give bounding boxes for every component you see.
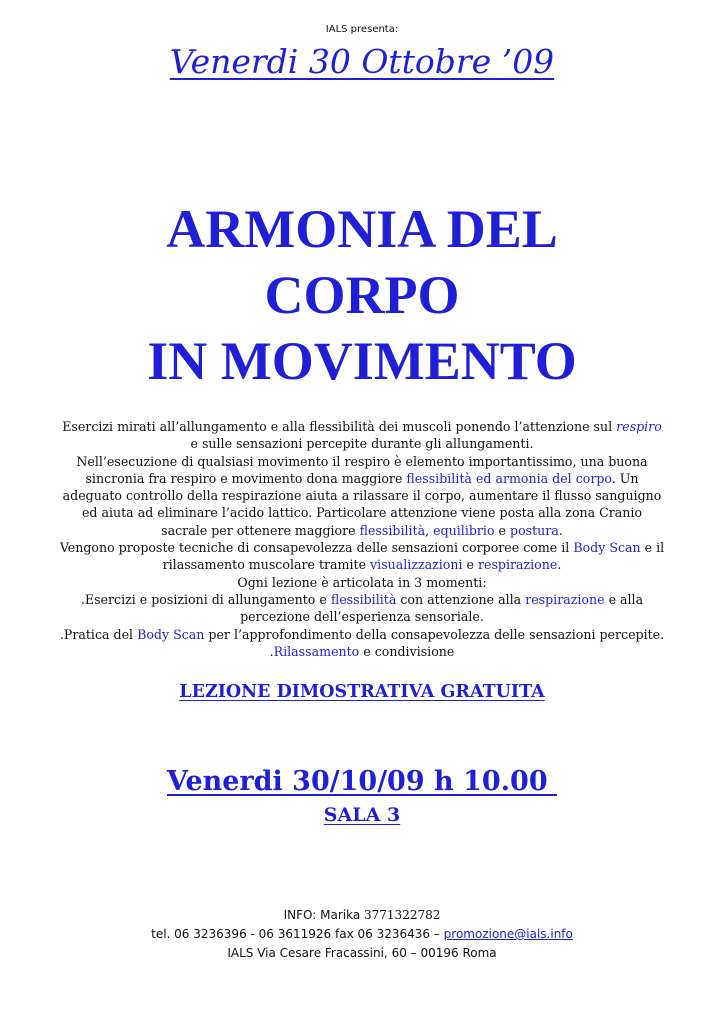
highlight-text: respirazione [525,591,605,607]
description-line [50,556,674,573]
text-run: Esercizi mirati all’allungamento e alla flessibilità dei muscoli ponendo l’attenzione sul [62,419,617,434]
text-run: sincronia fra respiro e movimento dona maggiore [85,470,407,486]
event-datetime [0,766,724,797]
highlight-text: Body Scan [573,540,641,556]
description-line: e sulle sensazioni percepite durante gli allungamenti. [190,436,534,452]
description-line: Ogni lezione è articolata in 3 momenti: [237,574,487,590]
highlight-text: flessibilità [330,591,397,607]
event-date-heading [0,42,724,81]
main-title-line-1: ARMONIA DEL [166,199,558,259]
contact-tel-line [0,925,724,944]
highlight-text: respirazione [477,557,558,573]
description-line [50,643,674,660]
highlight-text: Body Scan [137,626,205,642]
description-line: adeguato controllo della respirazione aiuta a rilassare il corpo, aumentare il flusso sanguigno [62,488,662,504]
event-date-heading-text: Venerdi 30 Ottobre ’09 [169,42,555,81]
description-line [50,522,674,539]
email-link[interactable]: promozione@ials.info [443,927,573,941]
highlight-text: Rilassamento [273,643,360,659]
free-lesson-heading-text: LEZIONE DIMOSTRATIVA GRATUITA [179,682,545,702]
contact-info-line [0,906,724,925]
description-paragraph [50,418,674,660]
tel-fax-text: tel. 06 3236396 - 06 3611926 fax 06 3236436 – [151,927,444,941]
description-line [50,418,674,435]
highlight-text: flessibilità [359,522,426,538]
text-run: . Un [611,470,639,486]
text-run: e condivisione [359,643,455,659]
highlight-text: postura [510,522,559,538]
description-line [50,470,674,487]
main-title-line-3: IN MOVIMENTO [147,331,577,391]
highlight-text: respiro [616,419,662,434]
description-line: ed aiuta ad eliminare l’acido lattico. Particolare attenzione viene posta alla zona Cranio [81,505,643,521]
free-lesson-heading [0,682,724,702]
text-run: con attenzione alla [396,591,526,607]
room-label-text: SALA 3 [323,804,401,826]
text-run: . [558,522,563,538]
highlight-text: flessibilità ed armonia del corpo [406,470,612,486]
presenter-line: IALS presenta: [325,24,399,35]
contact-info [0,906,724,963]
text-run: rilassamento muscolare tramite [162,557,371,573]
description-line [50,626,674,643]
text-run: per l’approfondimento della consapevolezza delle sensazioni percepite. [204,626,665,642]
text-run: . [557,557,562,573]
text-run: e [494,522,511,538]
text-run: sacrale per ottenere maggiore [161,522,360,538]
text-run: Vengono proposte tecniche di consapevolezza delle sensazioni corporee come il [59,540,574,556]
room-label [0,804,724,826]
text-run: e [462,557,478,573]
text-run: e alla [604,591,644,607]
description-line: Nell’esecuzione di qualsiasi movimento il respiro è elemento importantissimo, una buona [76,453,648,469]
description-line: percezione dell’esperienza sensoriale. [240,609,484,625]
text-run: , [425,522,434,538]
description-line [50,539,674,556]
text-run: . [269,643,274,659]
address-line: IALS Via Cesare Fracassini, 60 – 00196 Roma [227,946,497,960]
main-title [0,196,724,394]
contact-label: INFO: Marika [283,908,365,922]
text-run: .Pratica del [59,626,138,642]
text-run: e il [640,540,665,556]
event-datetime-text: Venerdi 30/10/09 h 10.00 [166,766,558,797]
text-run: .Esercizi e posizioni di allungamento e [80,591,331,607]
main-title-line-2: CORPO [264,265,460,325]
contact-phone: 3771322782 [364,908,441,922]
description-line [50,591,674,608]
highlight-text: equilibrio [433,522,495,538]
highlight-text: visualizzazioni [370,557,463,573]
